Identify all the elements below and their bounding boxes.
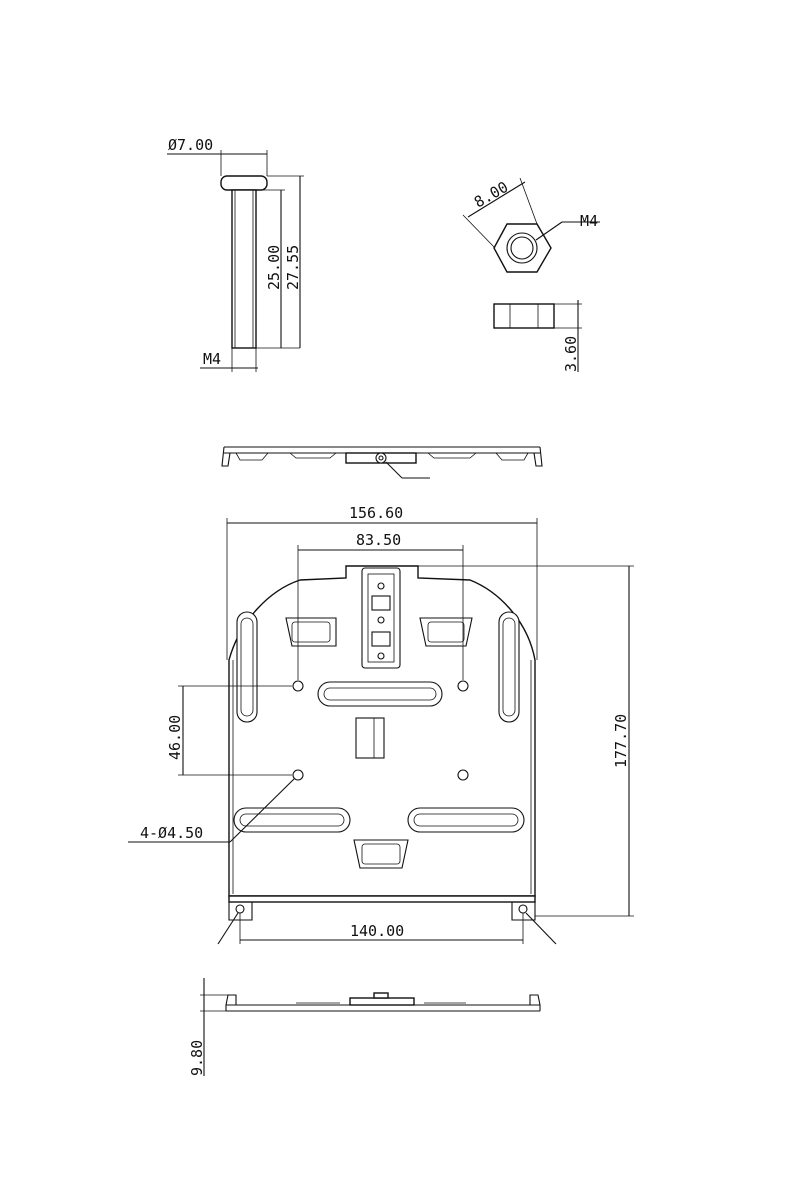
small-bracket (356, 718, 384, 758)
plate-top-view (222, 447, 542, 478)
plate-width-label: 156.60 (349, 504, 404, 522)
nut-side (494, 304, 554, 328)
mount-hole-top-left (293, 681, 303, 691)
screw-total-length-label: 27.55 (284, 244, 302, 290)
nut-thread-label: M4 (580, 212, 599, 230)
vertical-hole-spacing-label: 46.00 (166, 714, 184, 760)
bottom-hole-spacing-label: 140.00 (350, 922, 405, 940)
nut-thickness-label: 3.60 (562, 335, 580, 372)
nut-view (463, 178, 600, 372)
bottom-right-hole (519, 905, 527, 913)
nut-across-flats-label: 8.00 (471, 177, 512, 212)
bottom-left-hole (236, 905, 244, 913)
center-slot (318, 682, 442, 706)
mount-hole-bottom-right (458, 770, 468, 780)
hole-callout-label: 4-Ø4.50 (140, 824, 204, 842)
plate-side-view (188, 978, 540, 1076)
plate-height-label: 177.70 (612, 713, 630, 768)
plate-front-view (128, 504, 634, 944)
screw-view (167, 136, 304, 372)
side-height-label: 9.80 (188, 1039, 206, 1076)
screw-head (221, 176, 267, 190)
screw-diameter-label: Ø7.00 (168, 136, 214, 154)
upper-hole-spacing-label: 83.50 (356, 531, 402, 549)
screw-thread-length-label: 25.00 (265, 244, 283, 290)
mount-hole-top-right (458, 681, 468, 691)
nut-bore-inner (511, 237, 533, 259)
screw-shank (232, 190, 256, 348)
mount-hole-bottom-left (293, 770, 303, 780)
screw-thread-label: M4 (203, 350, 222, 368)
